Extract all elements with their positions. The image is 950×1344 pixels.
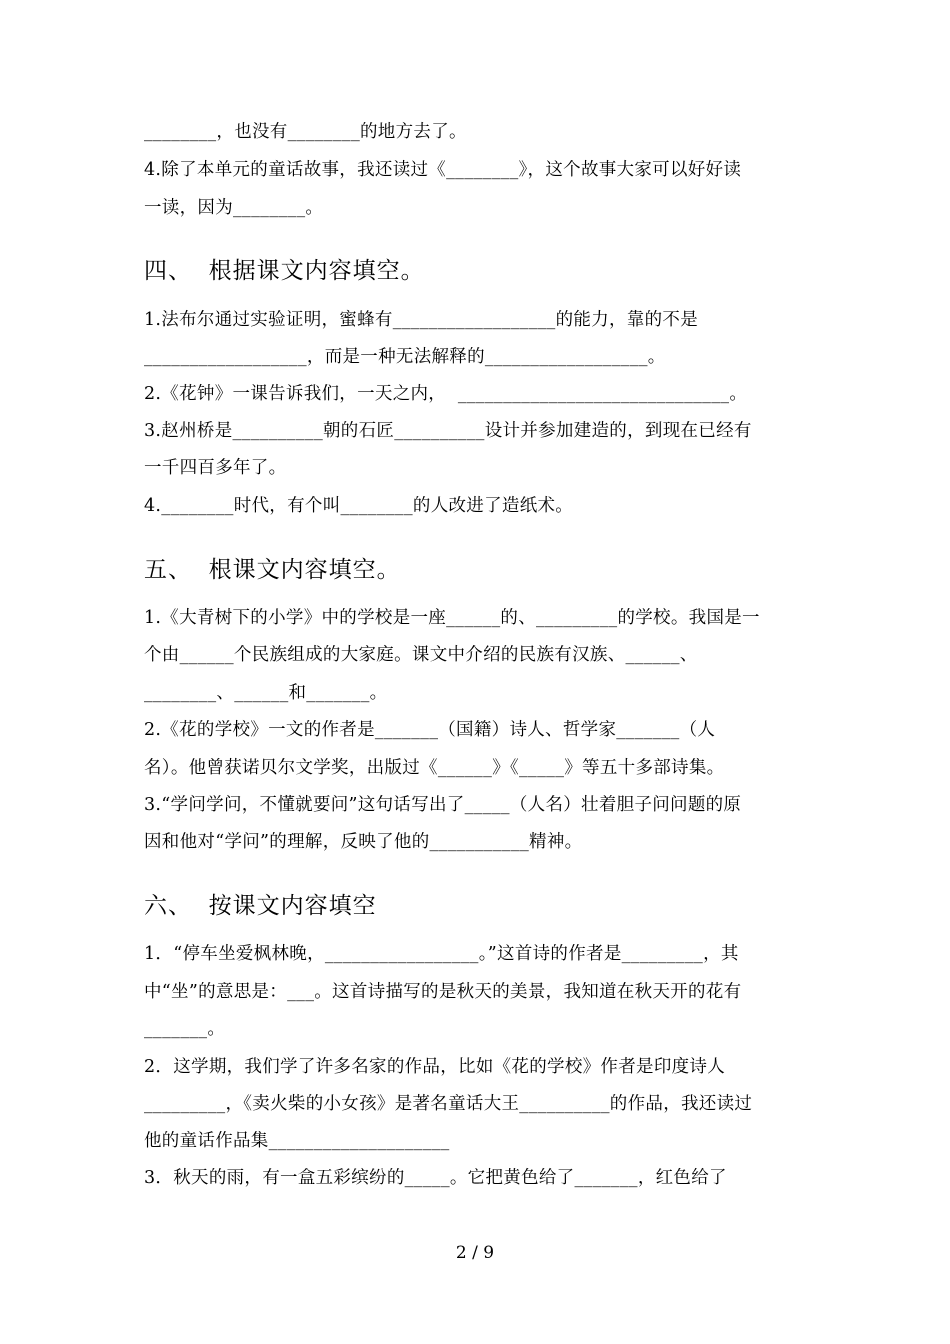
text-line: 一千四百多年了。 xyxy=(144,458,287,478)
text-line: _______。 xyxy=(144,1019,226,1039)
text-line: _________，《卖火柴的小女孩》是著名童话大王__________的作品，我还读过 xyxy=(144,1094,753,1114)
text-line: 3.赵州桥是__________朝的石匠__________设计并参加建造的，到现在已经有 xyxy=(144,421,752,441)
text-line: 4.________时代，有个叫________的人改进了造纸术。 xyxy=(144,496,574,516)
text-line: 1.《大青树下的小学》中的学校是一座______的、_________的学校。我国是一 xyxy=(144,608,760,628)
text-line: ________、______和_______。 xyxy=(144,683,388,703)
text-line: 3．秋天的雨，有一盒五彩缤纷的_____。它把黄色给了_______，红色给了 xyxy=(144,1168,727,1188)
text-line: 他的童话作品集____________________ xyxy=(144,1131,450,1151)
section-heading: 五、 根课文内容填空。 xyxy=(144,557,401,583)
text-line: 1．“停车坐爱枫林晚，_________________。”这首诗的作者是_________，其 xyxy=(144,944,739,964)
section-heading: 六、 按课文内容填空 xyxy=(144,893,377,919)
text-line: 2.《花钟》一课告诉我们，一天之内， ______________________________。 xyxy=(144,384,748,404)
section-heading: 四、 根据课文内容填空。 xyxy=(144,258,425,284)
text-line: 2.《花的学校》一文的作者是_______（国籍）诗人、哲学家_______（人 xyxy=(144,720,716,740)
text-line: 4.除了本单元的童话故事，我还读过《________》，这个故事大家可以好好读 xyxy=(144,160,742,180)
text-line: __________________，而是一种无法解释的__________________。 xyxy=(144,347,666,367)
text-line: 因和他对“学问”的理解，反映了他的___________精神。 xyxy=(144,832,583,852)
text-line: ________，也没有________的地方去了。 xyxy=(144,122,467,142)
page-number: 2 / 9 xyxy=(455,1243,495,1263)
text-line: 个由______个民族组成的大家庭。课文中介绍的民族有汉族、______、 xyxy=(144,645,698,665)
text-line: 1.法布尔通过实验证明，蜜蜂有__________________的能力，靠的不是 xyxy=(144,310,698,330)
text-line: 3.“学问学问，不懂就要问”这句话写出了_____（人名）壮着胆子问问题的原 xyxy=(144,795,742,815)
text-line: 一读，因为________。 xyxy=(144,198,324,218)
text-line: 名）。他曾获诺贝尔文学奖，出版过《______》《_____》等五十多部诗集。 xyxy=(144,758,725,778)
text-line: 中“坐”的意思是：___。这首诗描写的是秋天的美景，我知道在秋天开的花有 xyxy=(144,982,742,1002)
text-line: 2．这学期，我们学了许多名家的作品，比如《花的学校》作者是印度诗人 xyxy=(144,1057,726,1077)
